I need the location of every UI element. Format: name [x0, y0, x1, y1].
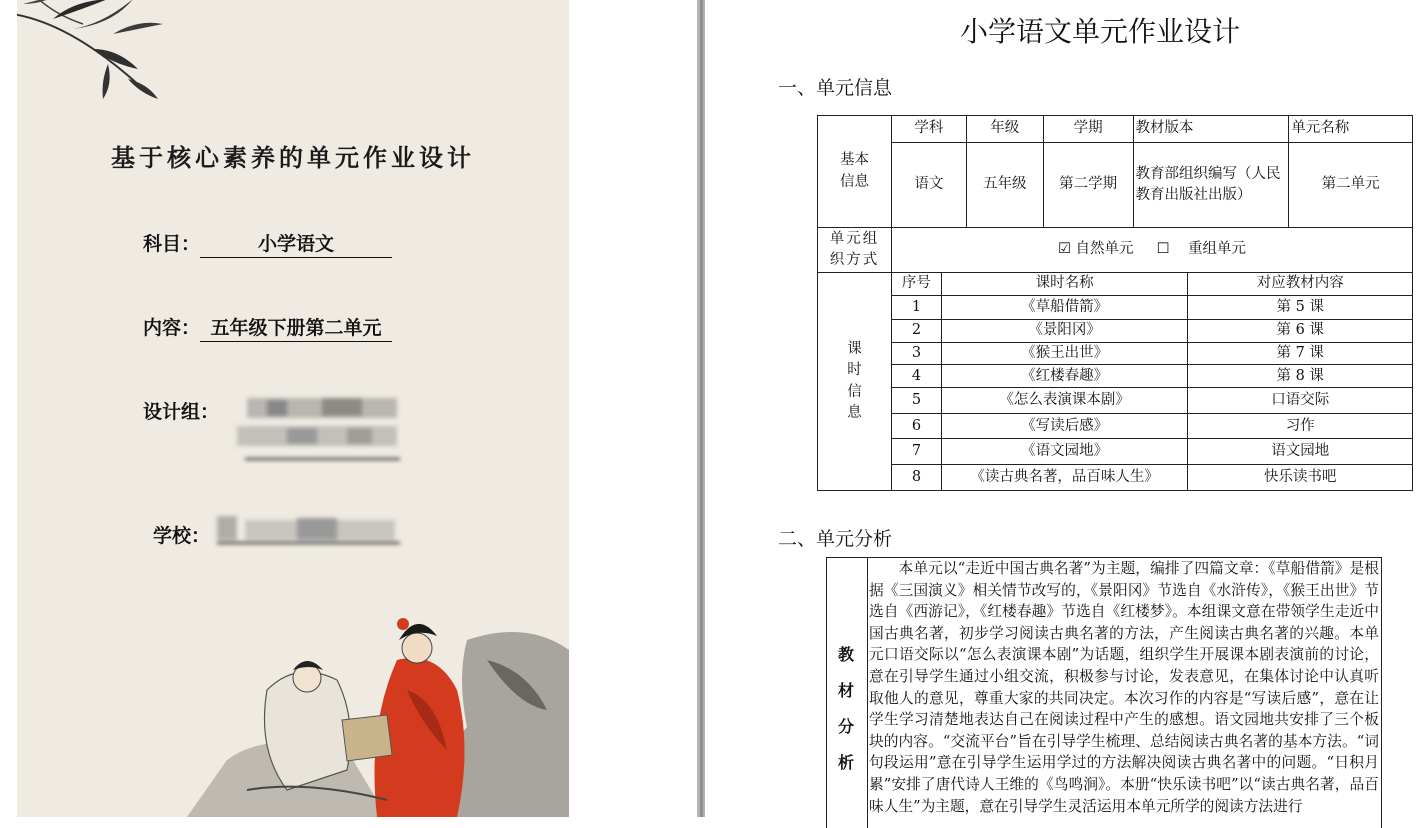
lesson-name: 《语文园地》 — [941, 439, 1188, 465]
lesson-header-row — [818, 273, 1413, 296]
lesson-content: 快乐读书吧 — [1188, 465, 1413, 491]
value-unit-name: 第二单元 — [1289, 143, 1413, 228]
lesson-content: 习作 — [1188, 414, 1413, 439]
label-char: 材 — [838, 681, 855, 700]
lesson-index: 8 — [891, 465, 941, 491]
lesson-content: 口语交际 — [1188, 388, 1413, 414]
lesson-index: 7 — [891, 439, 941, 465]
lesson-index: 4 — [891, 365, 941, 388]
lesson-content: 第 6 课 — [1188, 320, 1413, 343]
textbook-analysis-box — [826, 557, 1382, 828]
lesson-header-name: 课时名称 — [941, 273, 1188, 296]
school-label: 学校： — [153, 525, 211, 547]
basic-info-label: 基本信息 — [818, 116, 892, 228]
lesson-row — [818, 414, 1413, 439]
lesson-index: 5 — [891, 388, 941, 414]
lesson-header-index: 序号 — [891, 273, 941, 296]
org-label: 单元组织方式 — [818, 228, 892, 273]
section-unit-analysis-heading: 二、单元分析 — [778, 528, 893, 550]
org-options — [891, 228, 1412, 273]
header-grade: 年级 — [966, 116, 1043, 143]
lesson-content: 第 7 课 — [1188, 343, 1413, 365]
lesson-name: 《写读后感》 — [941, 414, 1188, 439]
subject-value: 小学语文 — [200, 229, 392, 258]
lesson-row — [818, 296, 1413, 320]
content-label: 内容： — [143, 317, 201, 339]
lesson-row — [818, 320, 1413, 343]
design-group-label: 设计组： — [143, 401, 220, 423]
doc-title: 小学语文单元作业设计 — [959, 15, 1240, 48]
content-field — [143, 313, 392, 342]
unit-info-table — [817, 115, 1413, 491]
header-semester: 学期 — [1043, 116, 1133, 143]
design-group-field — [143, 397, 219, 424]
content-value: 五年级下册第二单元 — [200, 313, 392, 342]
lesson-index: 3 — [891, 343, 941, 365]
lesson-row — [818, 343, 1413, 365]
lesson-index: 6 — [891, 414, 941, 439]
lesson-name: 《读古典名著，品百味人生》 — [941, 465, 1188, 491]
header-subject: 学科 — [891, 116, 966, 143]
textbook-analysis-text: 本单元以“走近中国古典名著”为主题，编排了四篇文章：《草船借箭》是根据《三国演义》相关情节改写的，《景阳冈》节选自《水浒传》，《猴王出世》节选自《西游记》，《红楼春趣》节选自《红楼梦》。本组课文意在带领学生走近中国古典名著，初步学习阅读古典名著的方法，产生阅读古典名著的兴趣。本单元口语交际以“怎么表演课本剧”为话题，组织学生开展课本剧表演前的讨论，意在引导学生通过小组交流，积极参与讨论，发表意见，在集体讨论中认真听取他人的意见，尊重大家的共同决定。本次习作的内容是“写读后感”，意在让学生学习清楚地表达自己在阅读过程中产生的感想。语文园地共安排了三个板块的内容。“交流平台”旨在引导学生梳理、总结阅读古典名著的基本方法。“词句段运用”意在引导学生运用学过的方法解决阅读古典名著中的问题。“日积月累”安排了唐代诗人王维的《鸟鸣涧》。本册“快乐读书吧”以“读古典名著，品百味人生”为主题，意在引导学生灵活运用本单元所学的阅读方法进行 — [869, 560, 1379, 815]
value-subject: 语文 — [891, 143, 966, 228]
header-edition: 教材版本 — [1133, 116, 1289, 143]
label-char: 析 — [838, 753, 855, 772]
lesson-row — [818, 388, 1413, 414]
natural-unit-option: 自然单元 — [1075, 241, 1134, 258]
lesson-name: 《红楼春趣》 — [941, 365, 1188, 388]
lesson-index: 2 — [891, 320, 941, 343]
lesson-name: 《草船借箭》 — [941, 296, 1188, 320]
lesson-row — [818, 365, 1413, 388]
lesson-name: 《猴王出世》 — [941, 343, 1188, 365]
lesson-header-content: 对应教材内容 — [1188, 273, 1413, 296]
lesson-content: 第 8 课 — [1188, 365, 1413, 388]
bamboo-illustration — [17, 0, 183, 104]
header-unit-name: 单元名称 — [1289, 116, 1413, 143]
subject-field — [143, 229, 392, 258]
classical-figures-illustration — [167, 600, 569, 817]
natural-unit-checkbox-icon[interactable]: ☑ — [1057, 241, 1071, 258]
page-divider-shadow — [700, 0, 703, 817]
lesson-content: 第 5 课 — [1188, 296, 1413, 320]
lesson-row — [818, 439, 1413, 465]
lesson-row — [818, 465, 1413, 491]
lesson-content: 语文园地 — [1188, 439, 1413, 465]
regroup-unit-option: 重组单元 — [1188, 241, 1247, 258]
org-row — [818, 228, 1413, 273]
textbook-analysis-label — [827, 558, 868, 828]
label-char: 教 — [838, 645, 855, 664]
label-char: 分 — [838, 717, 855, 736]
basic-value-row — [818, 143, 1413, 228]
value-edition: 教育部组织编写（人民教育出版社出版） — [1133, 143, 1289, 228]
cover-title: 基于核心素养的单元作业设计 — [111, 143, 475, 172]
school-field — [153, 521, 210, 548]
basic-header-row — [818, 116, 1413, 143]
lesson-name: 《景阳冈》 — [941, 320, 1188, 343]
lesson-info-label: 课时信息 — [818, 273, 892, 491]
regroup-unit-checkbox-icon[interactable]: ☐ — [1156, 241, 1170, 258]
lesson-name: 《怎么表演课本剧》 — [941, 388, 1188, 414]
redacted-design-group — [227, 392, 402, 464]
lesson-index: 1 — [891, 296, 941, 320]
section-unit-info-heading: 一、单元信息 — [778, 77, 893, 99]
value-grade: 五年级 — [966, 143, 1043, 228]
value-semester: 第二学期 — [1043, 143, 1133, 228]
redacted-school — [217, 514, 402, 546]
cover-page — [17, 0, 569, 817]
subject-label: 科目： — [143, 233, 201, 255]
